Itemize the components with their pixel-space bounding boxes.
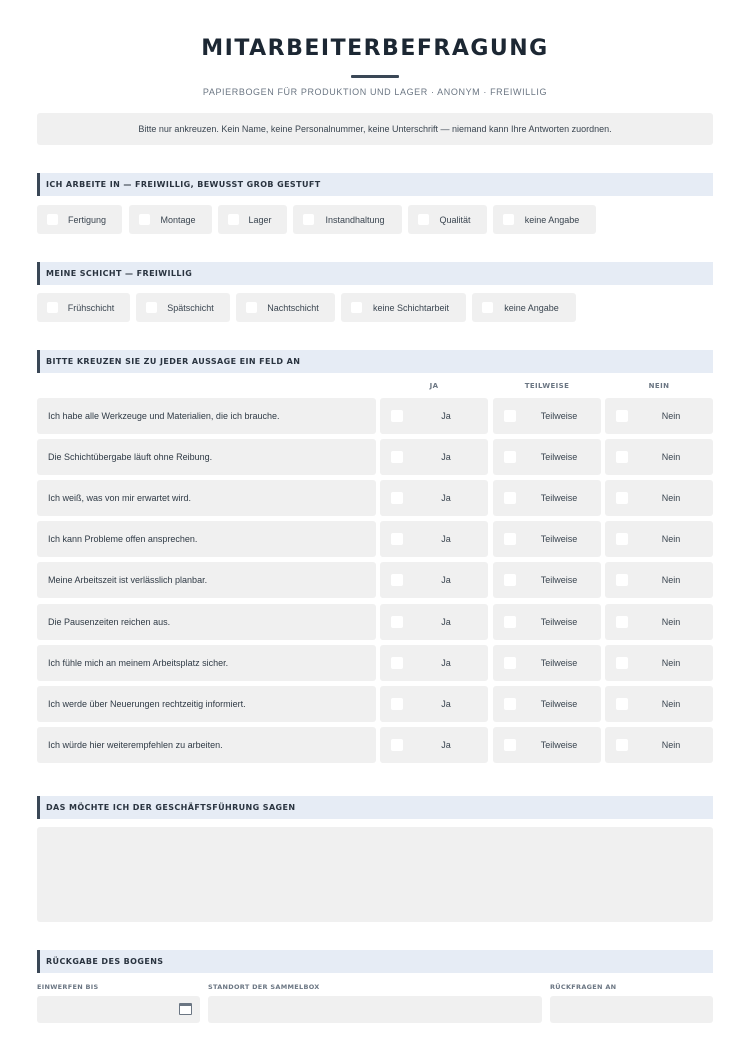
answer-option-label: Ja — [441, 452, 451, 463]
answer-option-label: Teilweise — [540, 616, 578, 627]
answer-option-nein[interactable] — [605, 562, 713, 598]
shift-option-nachtschicht[interactable] — [236, 293, 335, 322]
title-underline — [351, 75, 399, 78]
statement-text: Meine Arbeitszeit ist verlässlich planbar. — [37, 562, 376, 598]
answer-option-nein[interactable] — [605, 398, 713, 434]
answer-option-label: Ja — [441, 575, 451, 586]
checkbox[interactable] — [391, 533, 403, 545]
answer-option-teilweise[interactable] — [493, 686, 601, 722]
checkbox[interactable] — [504, 410, 516, 422]
checkbox[interactable] — [228, 214, 239, 225]
checkbox[interactable] — [616, 492, 628, 504]
answer-option-ja[interactable] — [380, 521, 488, 557]
checkbox[interactable] — [504, 616, 516, 628]
checkbox[interactable] — [391, 492, 403, 504]
shift-option-label: Frühschicht — [67, 302, 115, 313]
checkbox[interactable] — [246, 302, 257, 313]
column-header-nein: NEIN — [648, 382, 670, 390]
checkbox[interactable] — [47, 302, 58, 313]
checkbox[interactable] — [47, 214, 58, 225]
checkbox[interactable] — [616, 451, 628, 463]
answer-option-label: Nein — [661, 575, 681, 586]
checkbox[interactable] — [616, 739, 628, 751]
department-option-label: Fertigung — [67, 214, 107, 225]
checkbox[interactable] — [391, 739, 403, 751]
checkbox[interactable] — [139, 214, 150, 225]
statement-row — [37, 686, 713, 722]
answer-option-teilweise[interactable] — [493, 521, 601, 557]
answer-option-label: Teilweise — [540, 452, 578, 463]
statement-text: Ich werde über Neuerungen rechtzeitig informiert. — [37, 686, 376, 722]
checkbox[interactable] — [391, 410, 403, 422]
statement-row — [37, 727, 713, 763]
statement-row — [37, 480, 713, 516]
statement-text: Die Schichtübergabe läuft ohne Reibung. — [37, 439, 376, 475]
checkbox[interactable] — [504, 574, 516, 586]
checkbox[interactable] — [351, 302, 362, 313]
answer-option-label: Nein — [661, 698, 681, 709]
answer-option-label: Nein — [661, 739, 681, 750]
shift-option-fruehschicht[interactable] — [37, 293, 130, 322]
answer-option-label: Teilweise — [540, 575, 578, 586]
department-option-fertigung[interactable] — [37, 205, 122, 234]
section-heading-department: ICH ARBEITE IN — FREIWILLIG, BEWUSST GROB GESTUFT — [37, 173, 713, 196]
statement-row — [37, 398, 713, 434]
checkbox[interactable] — [504, 698, 516, 710]
checkbox[interactable] — [146, 302, 157, 313]
shift-option-label: keine Angabe — [504, 302, 559, 313]
statement-row — [37, 562, 713, 598]
answer-option-label: Ja — [441, 411, 451, 421]
shift-option-keine-schichtarbeit[interactable] — [341, 293, 466, 322]
section-heading-shift: MEINE SCHICHT — FREIWILLIG — [37, 262, 713, 285]
page-subtitle: PAPIERBOGEN FÜR PRODUKTION UND LAGER · ANONYM · FREIWILLIG — [202, 87, 548, 97]
page-title: MITARBEITERBEFRAGUNG — [201, 36, 549, 61]
answer-option-nein[interactable] — [605, 604, 713, 640]
checkbox[interactable] — [391, 451, 403, 463]
statement-row — [37, 604, 713, 640]
checkbox[interactable] — [482, 302, 493, 313]
checkbox[interactable] — [391, 616, 403, 628]
answer-option-label: Nein — [661, 411, 681, 421]
answer-option-teilweise[interactable] — [493, 604, 601, 640]
answer-option-teilweise[interactable] — [493, 439, 601, 475]
answer-option-ja[interactable] — [380, 562, 488, 598]
department-option-keine-angabe[interactable] — [493, 205, 596, 234]
department-option-label: Instandhaltung — [325, 214, 385, 225]
answer-option-teilweise[interactable] — [493, 645, 601, 681]
answer-option-nein[interactable] — [605, 686, 713, 722]
calendar-icon[interactable] — [179, 1003, 192, 1015]
answer-option-ja[interactable] — [380, 604, 488, 640]
checkbox[interactable] — [303, 214, 314, 225]
checkbox[interactable] — [418, 214, 429, 225]
shift-option-keine-angabe[interactable] — [472, 293, 576, 322]
answer-option-nein[interactable] — [605, 727, 713, 763]
column-header-ja: JA — [429, 382, 439, 390]
checkbox[interactable] — [616, 533, 628, 545]
answer-option-label: Nein — [661, 534, 681, 545]
answer-option-label: Ja — [441, 698, 451, 709]
answer-option-nein[interactable] — [605, 439, 713, 475]
department-option-label: keine Angabe — [524, 214, 580, 225]
contact-field[interactable] — [550, 996, 713, 1023]
department-option-label: Lager — [248, 214, 272, 225]
checkbox[interactable] — [616, 698, 628, 710]
checkbox[interactable] — [504, 451, 516, 463]
answer-option-ja[interactable] — [380, 480, 488, 516]
statement-row — [37, 521, 713, 557]
checkbox[interactable] — [616, 410, 628, 422]
answer-option-label: Ja — [441, 616, 451, 627]
answer-option-label: Nein — [661, 493, 681, 504]
checkbox[interactable] — [616, 616, 628, 628]
statement-text: Ich weiß, was von mir erwartet wird. — [37, 480, 376, 516]
answer-option-label: Teilweise — [540, 411, 578, 421]
shift-option-label: Nachtschicht — [267, 302, 319, 313]
statement-row — [37, 645, 713, 681]
shift-option-label: Spätschicht — [167, 302, 214, 313]
answer-option-label: Teilweise — [540, 493, 578, 504]
checkbox[interactable] — [391, 657, 403, 669]
contact-label: RÜCKFRAGEN AN — [550, 983, 617, 991]
deadline-field[interactable] — [37, 996, 200, 1023]
checkbox[interactable] — [504, 492, 516, 504]
section-heading-statements: BITTE KREUZEN SIE ZU JEDER AUSSAGE EIN FELD AN — [37, 350, 713, 373]
checkbox[interactable] — [504, 739, 516, 751]
checkbox[interactable] — [616, 574, 628, 586]
section-heading-comment: DAS MÖCHTE ICH DER GESCHÄFTSFÜHRUNG SAGEN — [37, 796, 713, 819]
answer-option-ja[interactable] — [380, 645, 488, 681]
deadline-label: EINWERFEN BIS — [37, 983, 99, 991]
answer-option-nein[interactable] — [605, 480, 713, 516]
checkbox[interactable] — [391, 698, 403, 710]
department-option-qualitaet[interactable] — [408, 205, 487, 234]
department-option-label: Montage — [160, 214, 196, 225]
answer-option-ja[interactable] — [380, 727, 488, 763]
section-heading-return: RÜCKGABE DES BOGENS — [37, 950, 713, 973]
answer-option-label: Nein — [661, 452, 681, 463]
answer-option-teilweise[interactable] — [493, 480, 601, 516]
answer-option-nein[interactable] — [605, 645, 713, 681]
answer-option-teilweise[interactable] — [493, 562, 601, 598]
shift-option-spaetschicht[interactable] — [136, 293, 230, 322]
department-option-lager[interactable] — [218, 205, 287, 234]
statement-text: Die Pausenzeiten reichen aus. — [37, 604, 376, 640]
answer-option-nein[interactable] — [605, 521, 713, 557]
answer-option-ja[interactable] — [380, 686, 488, 722]
answer-option-label: Ja — [441, 657, 451, 668]
anonymity-notice: Bitte nur ankreuzen. Kein Name, keine Personalnummer, keine Unterschrift — niemand kann Ihre Antworten zuordnen. — [37, 113, 713, 145]
column-header-teilweise: TEILWEISE — [524, 382, 570, 390]
checkbox[interactable] — [616, 657, 628, 669]
answer-option-label: Ja — [441, 534, 451, 545]
checkbox[interactable] — [391, 574, 403, 586]
answer-option-ja[interactable] — [380, 398, 488, 434]
statement-text: Ich fühle mich an meinem Arbeitsplatz sicher. — [37, 645, 376, 681]
statement-text: Ich würde hier weiterempfehlen zu arbeiten. — [37, 727, 376, 763]
checkbox[interactable] — [504, 533, 516, 545]
answer-option-teilweise[interactable] — [493, 398, 601, 434]
answer-option-teilweise[interactable] — [493, 727, 601, 763]
department-option-label: Qualität — [439, 214, 471, 225]
statement-row — [37, 439, 713, 475]
answer-option-label: Teilweise — [540, 657, 578, 668]
answer-option-label: Nein — [661, 657, 681, 668]
statement-text: Ich kann Probleme offen ansprechen. — [37, 521, 376, 557]
location-field[interactable] — [208, 996, 542, 1023]
answer-option-label: Teilweise — [540, 739, 578, 750]
checkbox[interactable] — [503, 214, 514, 225]
department-option-instandhaltung[interactable] — [293, 205, 402, 234]
department-option-montage[interactable] — [129, 205, 212, 234]
answer-option-label: Teilweise — [540, 534, 578, 545]
checkbox[interactable] — [504, 657, 516, 669]
answer-option-label: Ja — [441, 493, 451, 504]
answer-option-ja[interactable] — [380, 439, 488, 475]
comment-textarea[interactable] — [37, 827, 713, 922]
location-label: STANDORT DER SAMMELBOX — [208, 983, 320, 991]
statement-text: Ich habe alle Werkzeuge und Materialien, die ich brauche. — [37, 398, 376, 434]
shift-option-label: keine Schichtarbeit — [372, 302, 450, 313]
answer-option-label: Teilweise — [540, 698, 578, 709]
answer-option-label: Ja — [441, 739, 451, 750]
answer-option-label: Nein — [661, 616, 681, 627]
